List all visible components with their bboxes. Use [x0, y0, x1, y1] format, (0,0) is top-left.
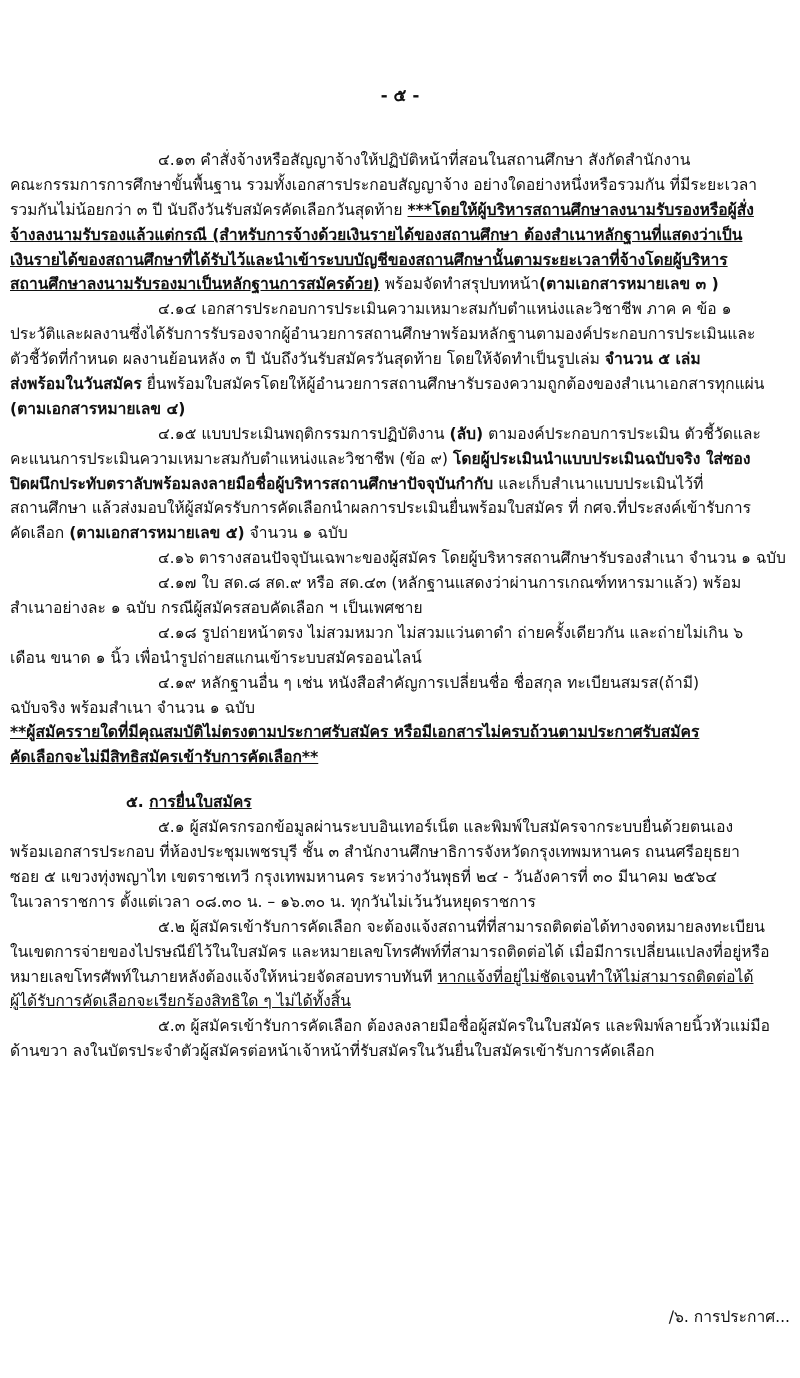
text-line — [10, 671, 792, 696]
text-line — [10, 148, 792, 173]
text-segment: (ลับ) — [449, 424, 484, 443]
text-line — [10, 571, 792, 596]
text-line — [10, 198, 792, 223]
text-segment: ในเวลาราชการ ตั้งแต่เวลา ๐๘.๓๐ น. – ๑๖.๓๐ น. ทุกวันไม่เว้นวันหยุดราชการ — [10, 892, 536, 911]
page-number: - ๕ - — [380, 86, 420, 106]
text-line — [10, 815, 792, 840]
text-line — [10, 347, 792, 372]
continuation-note: /๖. การประกาศ... — [668, 1308, 790, 1326]
text-segment: คัดเลือกจะไม่มีสิทธิสมัครเข้ารับการคัดเลือก** — [10, 748, 319, 767]
text-line — [10, 496, 792, 521]
text-line — [10, 272, 792, 297]
text-segment: หมายเลขโทรศัพท์ในภายหลังต้องแจ้งให้หน่วยจัดสอบทราบทันที — [10, 967, 438, 986]
text-segment: ๕. — [126, 793, 150, 812]
text-segment: จำนวน ๕ เล่ม — [604, 350, 701, 369]
text-line — [10, 248, 792, 273]
text-segment: ๕.๒ ผู้สมัครเข้ารับการคัดเลือก จะต้องแจ้งสถานที่ที่สามารถติดต่อได้ทางจดหมายลงทะเบียน — [158, 917, 765, 936]
text-line — [10, 865, 792, 890]
text-line — [10, 223, 792, 248]
text-segment: ประวัติและผลงานซึ่งได้รับการรับรองจากผู้อำนวยการสถานศึกษาพร้อมหลักฐานตามองค์ประกอบการประเมินและ — [10, 325, 756, 344]
text-line — [10, 372, 792, 397]
text-segment: พร้อมจัดทำสรุปบทหน้า — [379, 275, 540, 294]
text-segment: (ตามเอกสารหมายเลข ๕) — [69, 524, 245, 543]
text-segment: ด้านขวา ลงในบัตรประจำตัวผู้สมัครต่อหน้าเจ้าหน้าที่รับสมัครในวันยื่นใบสมัครเข้ารับการคัดเลือก — [10, 1042, 655, 1061]
text-line — [10, 890, 792, 915]
text-line — [10, 840, 792, 865]
text-segment: ตัวชี้วัดที่กำหนด ผลงานย้อนหลัง ๓ ปี นับถึงวันรับสมัครวันสุดท้าย โดยให้จัดทำเป็นรูปเล่ม — [10, 350, 605, 369]
document-body — [10, 148, 792, 1064]
text-segment: ผู้ได้รับการคัดเลือกจะเรียกร้องสิทธิใด ๆ ไม่ได้ทั้งสิ้น — [10, 992, 351, 1011]
text-segment: และเก็บสำเนาแบบประเมินไว้ที่ — [493, 474, 704, 493]
text-segment: **ผู้สมัครรายใดที่มีคุณสมบัติไม่ตรงตามประกาศรับสมัคร หรือมีเอกสารไม่ครบถ้วนตามประกาศรับสมัคร — [10, 723, 700, 742]
text-line — [10, 422, 792, 447]
text-line — [10, 745, 792, 770]
text-segment: ซอย ๕ แขวงทุ่งพญาไท เขตราชเทวี กรุงเทพมหานคร ระหว่างวันพุธที่ ๒๔ - วันอังคารที่ ๓๐ มีนาคม ๒๕๖๔ — [10, 867, 718, 886]
text-segment: ยื่นพร้อมใบสมัครโดยให้ผู้อำนวยการสถานศึกษารับรองความถูกต้องของสำเนาเอกสารทุกแผ่น — [141, 375, 765, 394]
text-segment: เงินรายได้ของสถานศึกษาที่ได้รับไว้และนำเข้าระบบบัญชีของสถานศึกษานั้นตามระยะเวลาที่จ้างโดยผู้บริหาร — [10, 250, 728, 269]
text-line — [10, 173, 792, 198]
text-line — [10, 646, 792, 671]
section-gap — [10, 770, 792, 790]
text-segment: สถานศึกษา แล้วส่งมอบให้ผู้สมัครรับการคัดเลือกนำผลการประเมินยื่นพร้อมใบสมัคร ที่ กศจ.ที่ประสงค์เข้ารับการ — [10, 499, 751, 518]
text-segment: ในเขตการจ่ายของไปรษณีย์ไว้ในใบสมัคร และหมายเลขโทรศัพท์ที่สามารถติดต่อได้ เมื่อมีการเปลี่ยนแปลงที่อยู่หรือ — [10, 942, 770, 961]
text-segment: (ตามเอกสารหมายเลข ๔) — [10, 399, 186, 418]
text-line — [10, 989, 792, 1014]
text-line — [10, 447, 792, 472]
text-segment: โดยผู้ประเมินนำแบบประเมินฉบับจริง ใส่ซอง — [452, 449, 751, 468]
text-segment: ตามองค์ประกอบการประเมิน ตัวชี้วัดและ — [483, 424, 761, 443]
text-line — [10, 696, 792, 721]
text-segment: คัดเลือก — [10, 524, 70, 543]
text-line — [10, 915, 792, 940]
text-segment: สำเนาอย่างละ ๑ ฉบับ กรณีผู้สมัครสอบคัดเลือก ฯ เป็นเพศชาย — [10, 599, 423, 618]
text-line — [10, 297, 792, 322]
text-segment: หากแจ้งที่อยู่ไม่ชัดเจนทำให้ไม่สามารถติดต่อได้ — [437, 967, 754, 986]
text-line — [10, 940, 792, 965]
text-segment: สถานศึกษาลงนามรับรองมาเป็นหลักฐานการสมัครด้วย) — [10, 275, 380, 294]
text-line — [10, 720, 792, 745]
text-segment: ๕.๓ ผู้สมัครเข้ารับการคัดเลือก ต้องลงลายมือชื่อผู้สมัครในใบสมัคร และพิมพ์ลายนิ้วหัวแม่มือ — [158, 1017, 771, 1036]
text-segment: ๕.๑ ผู้สมัครกรอกข้อมูลผ่านระบบอินเทอร์เน็ต และพิมพ์ใบสมัครจากระบบยื่นด้วยตนเอง — [158, 818, 734, 837]
text-segment: ๔.๑๙ หลักฐานอื่น ๆ เช่น หนังสือสำคัญการเปลี่ยนชื่อ ชื่อสกุล ทะเบียนสมรส(ถ้ามี) — [158, 673, 700, 692]
text-line — [10, 322, 792, 347]
text-line — [10, 965, 792, 990]
text-segment: การยื่นใบสมัคร — [149, 793, 252, 812]
text-line — [10, 521, 792, 546]
text-line — [10, 790, 792, 815]
text-line — [10, 397, 792, 422]
text-segment: ปิดผนึกประทับตราลับพร้อมลงลายมือชื่อผู้บริหารสถานศึกษาปัจจุบันกำกับ — [10, 474, 494, 493]
text-segment: จำนวน ๑ ฉบับ — [244, 524, 348, 543]
text-segment: รวมกันไม่น้อยกว่า ๓ ปี นับถึงวันรับสมัครคัดเลือกวันสุดท้าย — [10, 200, 408, 219]
text-segment: ฉบับจริง พร้อมสำเนา จำนวน ๑ ฉบับ — [10, 698, 255, 717]
text-line — [10, 546, 792, 571]
text-line — [10, 1039, 792, 1064]
text-segment: ๔.๑๘ รูปถ่ายหน้าตรง ไม่สวมหมวก ไม่สวมแว่นตาดำ ถ่ายครั้งเดียวกัน และถ่ายไม่เกิน ๖ — [158, 623, 744, 642]
text-line — [10, 472, 792, 497]
text-segment: ๔.๑๕ แบบประเมินพฤติกรรมการปฏิบัติงาน — [158, 424, 450, 443]
text-segment: เดือน ขนาด ๑ นิ้ว เพื่อนำรูปถ่ายสแกนเข้าระบบสมัครออนไลน์ — [10, 648, 422, 667]
text-segment: (ตามเอกสารหมายเลข ๓ ) — [539, 275, 719, 294]
text-segment: ๔.๑๓ คำสั่งจ้างหรือสัญญาจ้างให้ปฏิบัติหน้าที่สอนในสถานศึกษา สังกัดสำนักงาน — [158, 151, 691, 169]
text-segment: ๔.๑๔ เอกสารประกอบการประเมินความเหมาะสมกับตำแหน่งและวิชาชีพ ภาค ค ข้อ ๑ — [158, 300, 732, 319]
text-segment: ๔.๑๖ ตารางสอนปัจจุบันเฉพาะของผู้สมัคร โดยผู้บริหารสถานศึกษารับรองสำเนา จำนวน ๑ ฉบับ — [158, 549, 786, 568]
text-line — [10, 621, 792, 646]
text-segment: ***โดยให้ผู้บริหารสถานศึกษาลงนามรับรองหรือผู้สั่ง — [407, 200, 754, 219]
text-line — [10, 1014, 792, 1039]
text-segment: คณะกรรมการการศึกษาขั้นพื้นฐาน รวมทั้งเอกสารประกอบสัญญาจ้าง อย่างใดอย่างหนึ่งหรือรวมกัน ที่มีระยะเวลา — [10, 175, 758, 194]
text-line — [10, 596, 792, 621]
text-segment: จ้างลงนามรับรองแล้วแต่กรณี (สำหรับการจ้างด้วยเงินรายได้ของสถานศึกษา ต้องสำเนาหลักฐานที่แสดงว่าเป็น — [10, 225, 743, 244]
text-segment: ๔.๑๗ ใบ สด.๘ สด.๙ หรือ สด.๔๓ (หลักฐานแสดงว่าผ่านการเกณฑ์ทหารมาแล้ว) พร้อม — [158, 574, 742, 593]
text-segment: คะแนนการประเมินความเหมาะสมกับตำแหน่งและวิชาชีพ (ข้อ ๙) — [10, 449, 453, 468]
text-segment: พร้อมเอกสารประกอบ ที่ห้องประชุมเพชรบุรี ชั้น ๓ สำนักงานศึกษาธิการจังหวัดกรุงเทพมหานคร ถนนศรีอยุธยา — [10, 843, 740, 862]
text-segment: ส่งพร้อมในวันสมัคร — [10, 375, 142, 394]
